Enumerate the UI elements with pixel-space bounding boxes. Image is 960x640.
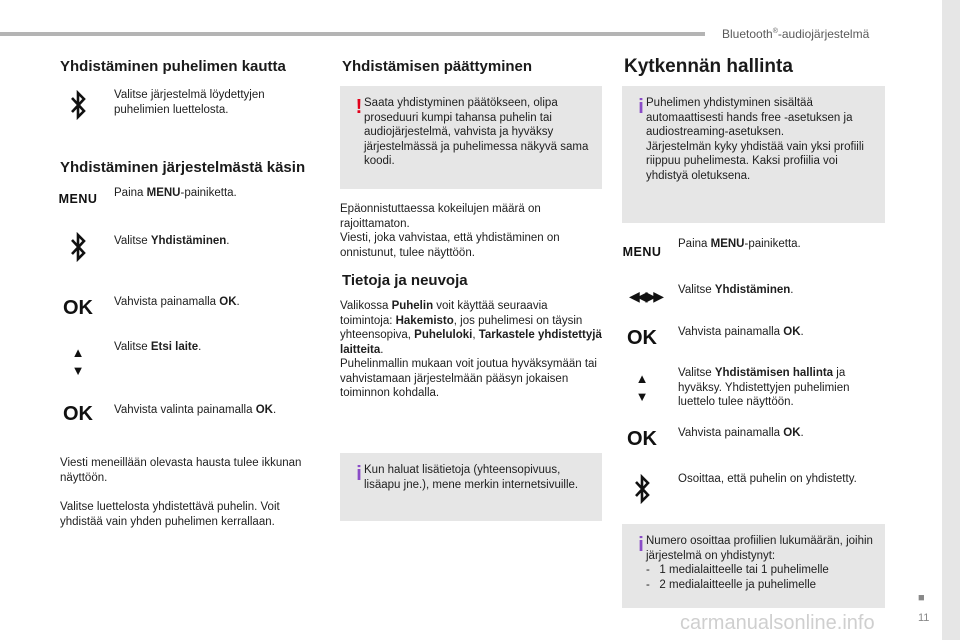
- heading-pair-from-system: Yhdistäminen järjestelmästä käsin: [60, 159, 306, 176]
- up-down-arrows-icon: [622, 370, 662, 406]
- up-arrow-icon: ▲: [635, 371, 649, 386]
- paragraph-phone-model: Puhelinmallin mukaan voit joutua hyväksymään tai vahvistamaan järjestelmään pääsyn jokaisen toiminnon kohdalla.: [340, 358, 597, 399]
- info-text: Kun haluat lisätietoja (yhteensopivuus, lisäapu jne.), mene merkin internetsivuille.: [364, 464, 579, 491]
- up-arrow-icon: ▲: [71, 345, 85, 360]
- paragraph-phone-menu: Valikossa Puhelin voit käyttää seuraavia toimintoja: Hakemisto, jos puhelimesi on täysin yhteensopiva, Puheluloki, Tarkastele yhdistettyjä laitteita.: [340, 300, 602, 356]
- ok-button-icon: OK: [63, 297, 93, 319]
- info-icon: i: [356, 463, 362, 485]
- step-text: Paina MENU-painiketta.: [114, 187, 237, 199]
- page-header-title: Bluetooth®-audiojärjestelmä: [722, 27, 870, 41]
- menu-button-icon: MENU: [622, 245, 662, 259]
- step-text: Paina MENU-painiketta.: [678, 238, 801, 250]
- ok-button-icon: OK: [627, 327, 657, 349]
- ok-button-icon: OK: [63, 403, 93, 425]
- step-text: Valitse Yhdistäminen.: [678, 284, 794, 296]
- header-rule: [0, 32, 705, 36]
- bluetooth-icon: [58, 232, 98, 262]
- left-right-arrows-icon: ◀◀ ▶▶: [629, 288, 661, 304]
- down-arrow-icon: ▼: [635, 389, 649, 404]
- ok-button-icon: OK: [627, 428, 657, 450]
- heading-connection-management: Kytkennän hallinta: [624, 56, 793, 77]
- step-text: Vahvista painamalla OK.: [678, 326, 804, 338]
- info-icon: i: [638, 96, 644, 118]
- paragraph-search-message: Viesti meneillään olevasta hausta tulee ikkunan näyttöön.: [60, 457, 302, 484]
- warning-text: Saata yhdistyminen päätökseen, olipa proseduuri kumpi tahansa puhelin tai audiojärjestelmä, vahvista ja hyväksy järjestelmässä ja puhelimessa näkyvä sama koodi.: [364, 97, 589, 167]
- step-text: Valitse Etsi laite.: [114, 341, 202, 353]
- menu-button-icon: MENU: [58, 192, 98, 206]
- paragraph-success-message: Viesti, joka vahvistaa, että yhdistäminen on onnistunut, tulee näyttöön.: [340, 232, 560, 259]
- info-text: Puhelimen yhdistyminen sisältää automaattisesti hands free -asetuksen ja audiostreaming-asetuksen. Järjestelmän kyky yhdistää vain yksi profiili riippuu puhelimesta. Kaksi profiilia voi yhdistyä oletuksena.: [646, 97, 864, 182]
- heading-pairing-completion: Yhdistämisen päättyminen: [342, 58, 533, 75]
- bluetooth-icon: [58, 90, 98, 120]
- info-text: Numero osoittaa profiilien lukumäärän, joihin järjestelmä on yhdistynyt: - 1 medialaitteelle tai 1 puhelimelle - 2 medialaitteelle ja puhelimelle: [646, 535, 873, 591]
- up-down-arrows-icon: [58, 344, 98, 380]
- down-arrow-icon: ▼: [71, 363, 85, 378]
- watermark: carmanualsonline.info: [680, 612, 875, 634]
- heading-tips: Tietoja ja neuvoja: [342, 272, 468, 289]
- step-text: Valitse Yhdistämisen hallinta ja hyväksy. Yhdistettyjen puhelimien luettelo tulee näyttöön.: [678, 367, 850, 408]
- bluetooth-icon: [622, 474, 662, 504]
- page-marker-icon: ■: [918, 592, 925, 604]
- step-text: Valitse järjestelmä löydettyjen puhelimien luettelosta.: [114, 89, 265, 116]
- step-text: Vahvista painamalla OK.: [678, 427, 804, 439]
- warning-icon: !: [355, 96, 363, 118]
- heading-pair-via-phone: Yhdistäminen puhelimen kautta: [60, 58, 286, 75]
- warning-box: [340, 86, 602, 189]
- right-margin-bar: [942, 0, 960, 640]
- step-text: Vahvista painamalla OK.: [114, 296, 240, 308]
- info-box-profiles: [622, 86, 885, 223]
- step-text: Vahvista valinta painamalla OK.: [114, 404, 277, 416]
- paragraph-attempts: Epäonnistuttaessa kokeilujen määrä on rajoittamaton.: [340, 203, 541, 230]
- step-text: Osoittaa, että puhelin on yhdistetty.: [678, 473, 857, 485]
- info-box-profile-count: [622, 524, 885, 608]
- paragraph-select-phone: Valitse luettelosta yhdistettävä puhelin. Voit yhdistää vain yhden puhelimen kerrallaan.: [60, 501, 280, 528]
- info-box: [340, 453, 602, 521]
- step-text: Valitse Yhdistäminen.: [114, 235, 230, 247]
- page-number: 11: [918, 612, 930, 624]
- info-icon: i: [638, 534, 644, 556]
